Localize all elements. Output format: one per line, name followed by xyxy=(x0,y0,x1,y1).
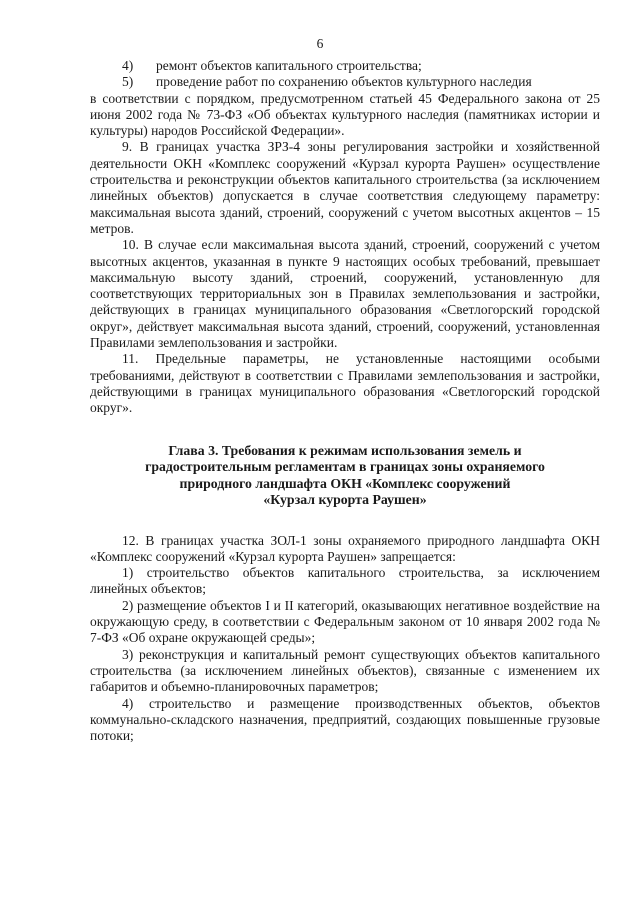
list-item-number: 4) xyxy=(122,58,134,73)
list-item xyxy=(90,58,600,74)
document-body xyxy=(90,58,600,744)
paragraph-5-continuation: в соответствии с порядком, предусмотренном статьей 45 Федерального закона от 25 июня 2002 года № 73-ФЗ «Об объектах культурного наследия (памятниках истории и культуры) народов Российской Федерации». xyxy=(90,90,600,139)
subitem-1: 1) строительство объектов капитального строительства, за исключением линейных объектов; xyxy=(90,565,600,597)
subitem-2: 2) размещение объектов I и II категорий, оказывающих негативное воздействие на окружающую среду, в соответствии с Федеральным законом от 10 января 2002 года № 7-ФЗ «Об охране окружающей среды»; xyxy=(90,597,600,646)
page-number: 6 xyxy=(316,36,324,51)
subitem-4: 4) строительство и размещение производственных объектов, объектов коммунально-складского назначения, предприятий, создающих повышенные грузовые потоки; xyxy=(90,695,600,744)
subitem-3: 3) реконструкция и капитальный ремонт существующих объектов капитального строительства (за исключением линейных объектов), связанные с изменением их габаритов и объемно-планировочных параметров; xyxy=(90,646,600,695)
chapter-heading-line: Глава 3. Требования к режимам использования земель и xyxy=(168,442,522,458)
paragraph-9: 9. В границах участка ЗРЗ-4 зоны регулирования застройки и хозяйственной деятельности ОКН «Комплекс сооружений «Курзал курорта Раушен» осуществление строительства и реконструкции объектов капитального строительства (за исключением линейных объектов) допускается в случае соответствия следующему параметру: максимальная высота зданий, строений, сооружений с учетом высотных акцентов – 15 метров. xyxy=(90,139,600,236)
chapter-heading-line: природного ландшафта ОКН «Комплекс сооружений xyxy=(179,475,511,491)
paragraph-12: 12. В границах участка ЗОЛ-1 зоны охраняемого природного ландшафта ОКН «Комплекс сооружений «Курзал курорта Раушен» запрещается: xyxy=(90,532,600,564)
paragraph-11: 11. Предельные параметры, не установленные настоящими особыми требованиями, действуют в соответствии с Правилами землепользования и застройки, действующими в границах муниципального образования «Светлогорский городской округ». xyxy=(90,351,600,416)
chapter-heading-line: градостроительным регламентам в границах зоны охраняемого xyxy=(145,459,545,475)
list-item-number: 5) xyxy=(122,74,134,90)
list-item-text: проведение работ по сохранению объектов культурного наследия xyxy=(156,74,532,90)
list-item-text: ремонт объектов капитального строительства; xyxy=(156,58,422,73)
paragraph-10: 10. В случае если максимальная высота зданий, строений, сооружений с учетом высотных акцентов, указанная в пункте 9 настоящих особых требований, превышает максимальную высоту зданий, строений, сооружений, установленную для соответствующих территориальных зон в Правилах землепользования и застройки, действующих в границах муниципального образования «Светлогорский городской округ», действует максимальная высота зданий, строений, сооружений, установленная Правилами землепользования и застройки. xyxy=(90,237,600,351)
chapter-heading-line: «Курзал курорта Раушен» xyxy=(263,492,427,508)
list-item xyxy=(90,74,600,90)
chapter-heading xyxy=(120,443,570,509)
